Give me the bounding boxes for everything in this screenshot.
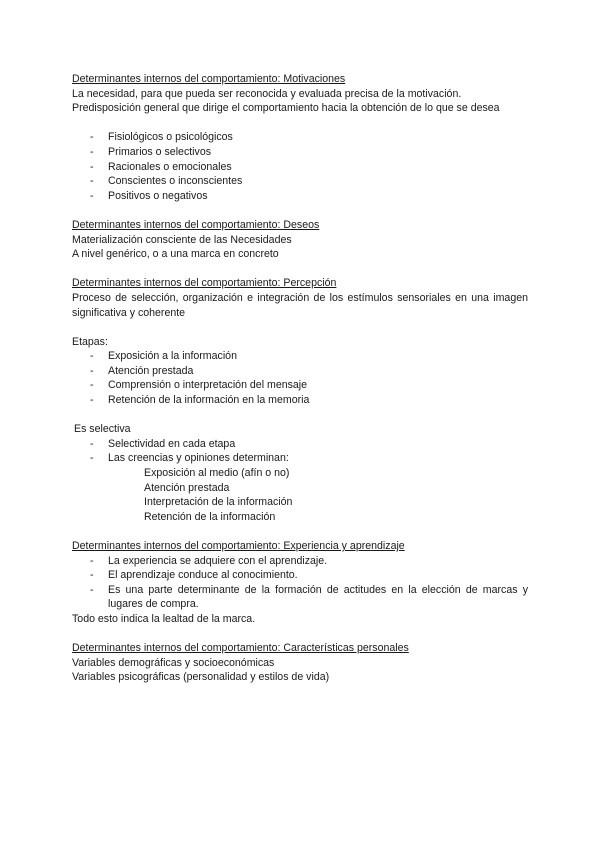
list-item: - El aprendizaje conduce al conocimiento. — [72, 568, 528, 583]
selectiva-list — [72, 437, 528, 466]
heading-motivaciones: Determinantes internos del comportamiento: Motivaciones — [72, 73, 346, 85]
list-item: - Fisiológicos o psicológicos — [72, 130, 528, 145]
etapas-list — [72, 349, 528, 407]
sub-item: Interpretación de la información — [144, 496, 293, 509]
sub-item: Retención de la información — [144, 510, 276, 523]
list-item: - Racionales o emocionales — [72, 160, 528, 175]
list-item: - Retención de la información en la memoria — [72, 393, 528, 408]
list-item: - La experiencia se adquiere con el aprendizaje. — [72, 554, 528, 569]
heading-deseos: Determinantes internos del comportamiento: Deseos — [72, 218, 320, 231]
paragraph-line: Predisposición general que dirige el comportamiento hacia la obtención de lo que se desea — [72, 102, 500, 115]
list-item: - Atención prestada — [72, 364, 528, 379]
list-item: - Es una parte determinante de la formación de actitudes en la elección de marcas y lugares de compra. — [72, 583, 528, 612]
list-item: - Selectividad en cada etapa — [72, 437, 528, 452]
sub-item: Exposición al medio (afín o no) — [144, 467, 290, 480]
percepcion-paragraph: Proceso de selección, organización e integración de los estímulos sensoriales en una imagen significativa y coherente — [72, 291, 528, 319]
selectiva-label: Es selectiva — [74, 423, 131, 436]
paragraph-line: Variables psicográficas (personalidad y estilos de vida) — [72, 671, 330, 684]
list-item: - Primarios o selectivos — [72, 145, 528, 160]
motivaciones-list — [72, 130, 528, 203]
heading-percepcion: Determinantes internos del comportamiento: Percepción — [72, 277, 337, 290]
document-body — [72, 72, 528, 685]
experiencia-closing: Todo esto indica la lealtad de la marca. — [72, 612, 256, 625]
list-item: - Exposición a la información — [72, 349, 528, 364]
list-item: - Las creencias y opiniones determinan: — [72, 451, 528, 466]
list-item: - Comprensión o interpretación del mensaje — [72, 378, 528, 393]
sub-item: Atención prestada — [144, 481, 230, 494]
etapas-label: Etapas: — [72, 335, 108, 348]
paragraph-line: A nivel genérico, o a una marca en concreto — [72, 248, 279, 261]
list-item: - Conscientes o inconscientes — [72, 174, 528, 189]
experiencia-list — [72, 554, 528, 612]
heading-experiencia: Determinantes internos del comportamiento: Experiencia y aprendizaje — [72, 540, 405, 552]
paragraph-line: Materialización consciente de las Necesidades — [72, 233, 292, 246]
list-item: - Positivos o negativos — [72, 189, 528, 204]
paragraph-line: La necesidad, para que pueda ser reconocida y evaluada precisa de la motivación. — [72, 87, 462, 100]
heading-caracteristicas: Determinantes internos del comportamiento: Características personales — [72, 642, 409, 655]
paragraph-line: Variables demográficas y socioeconómicas — [72, 656, 275, 669]
